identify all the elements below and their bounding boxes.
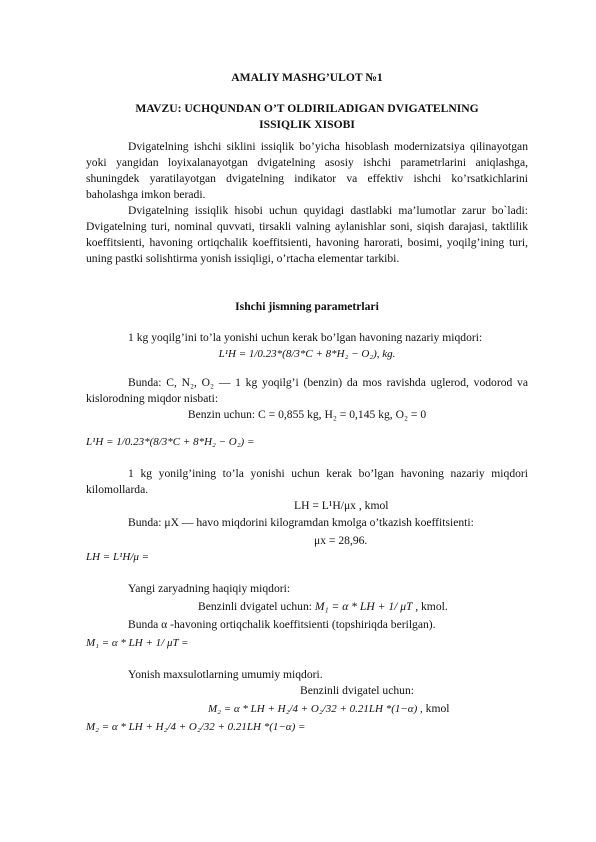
formula-kmol: LH = L¹H/μx , kmol <box>294 499 389 512</box>
paragraph-composition: Bunda: C, N₂, O₂ — 1 kg yoqilg’i (benzin) da mos ravishda uglerod, vodorod va kislorodning miqdor nisbati: <box>86 376 528 405</box>
section-heading: Ishchi jismning parametrlari <box>235 300 379 313</box>
formula-kmol-calc: LH = L¹H/μ = <box>86 551 150 563</box>
paragraph-initial-data: Dvigatelning issiqlik hisobi uchun quyidagi dastlabki ma’lumotlar zarur bo`ladi: Dvigatelning turi, nominal quvvati, tirsakli valning aylanishlar soni, siqish darajasi, taktlilik koeffitsienti, havoning ortiqchalik koeffitsienti, havoning harorati, bosimi, yoqilg’ining turi, uning pastki solishtirma yonish issiqligi, o’rtacha elementar tarkibi. <box>86 204 528 265</box>
formula-new-charge-prefix: Benzinli dvigatel uchun: <box>198 600 312 613</box>
formula-new-charge-line <box>198 599 528 615</box>
paragraph-alpha: Bunda α -havoning ortiqchalik koeffitsienti (topshiriqda berilgan). <box>128 618 436 631</box>
formula-air-mass: L¹H = 1/0.23*(8/3*C + 8*H₂ − O₂), kg. <box>218 348 396 360</box>
paragraph-new-charge: Yangi zaryadning haqiqiy miqdori: <box>128 582 291 595</box>
formula-products-calc: M₂ = α * LH + H₂/4 + O₂/32 + 0.21LH *(1−α) = <box>86 721 306 733</box>
formula-products: M₂ = α * LH + H₂/4 + O₂/32 + 0.21LH *(1−α) , <box>208 703 423 715</box>
paragraph-air-mass: 1 kg yoqilg’ini to’la yonishi uchun kerak bo’lgan havoning nazariy miqdori: <box>128 331 483 344</box>
formula-products-unit: kmol <box>425 702 450 715</box>
formula-new-charge: M₁ = α * LH + 1/ μT , <box>314 600 419 613</box>
paragraph-intro: Dvigatelning ishchi siklini issiqlik bo’yicha hisoblash modernizatsiya qilinayotgan yoki yangidan loyixalanayotgan dvigatelning asosiy ishchi parametrlarini aniqlashga, shuningdek yaratilayotgan dvigatelning indikator va effektiv ishchi ko’rsatkichlarini baholashga imkon beradi. <box>86 140 528 201</box>
formula-new-charge-calc: M₁ = α * LH + 1/ μT = <box>86 637 189 649</box>
document-title: AMALIY MASHG’ULOT №1 <box>231 71 383 84</box>
formula-air-mass-calc: L¹H = 1/0.23*(8/3*C + 8*H₂ − O₂) = <box>86 436 255 448</box>
topic-line-1: MAVZU: UCHQUNDAN O’T OLDIRILADIGAN DVIGATELNING <box>135 102 479 115</box>
benzin-composition-values: Benzin uchun: C = 0,855 kg, H₂ = 0,145 kg, O₂ = 0 <box>187 408 427 421</box>
formula-products-prefix: Benzinli dvigatel uchun: <box>300 684 414 697</box>
formula-new-charge-unit: kmol. <box>421 600 448 613</box>
mu-value: μx = 28,96. <box>314 534 368 547</box>
paragraph-kmol: 1 kg yonilg’ining to’la yonishi uchun kerak bo’lgan havoning nazariy miqdori kilomollarda. <box>86 467 528 496</box>
formula-products-line <box>208 701 528 717</box>
paragraph-products: Yonish maxsulotlarning umumiy miqdori. <box>128 668 323 681</box>
topic-line-2: ISSIQLIK XISOBI <box>259 118 355 131</box>
paragraph-mu-coefficient: Bunda: μX — havo miqdorini kilogramdan kmolga o’tkazish koeffitsienti: <box>128 516 474 529</box>
